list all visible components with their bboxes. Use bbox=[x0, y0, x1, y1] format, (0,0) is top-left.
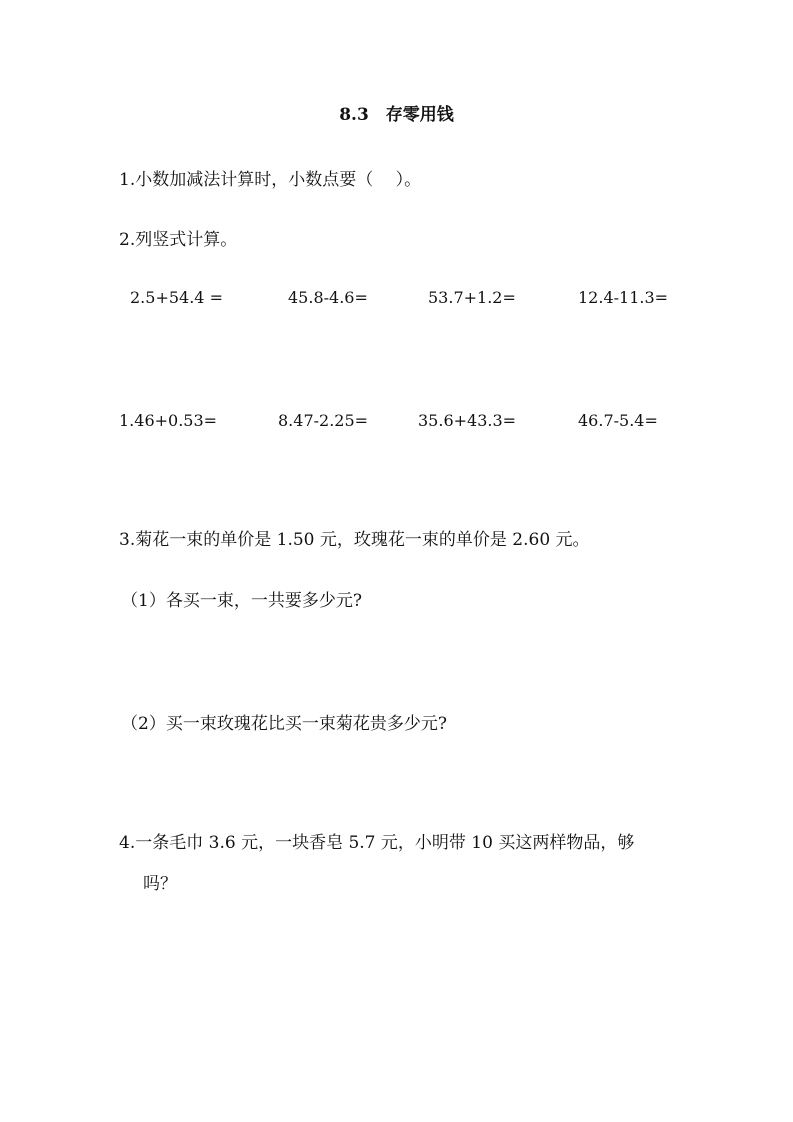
question-3-part-2: （2）买一束玫瑰花比买一束菊花贵多少元? bbox=[121, 714, 447, 734]
expression: 2.5+54.4 = bbox=[130, 288, 223, 307]
expression: 45.8-4.6= bbox=[288, 288, 368, 307]
question-2: 2.列竖式计算。 bbox=[119, 230, 238, 250]
expression: 35.6+43.3= bbox=[418, 411, 517, 430]
page-title: 8.3 存零用钱 bbox=[339, 105, 454, 125]
expression: 8.47-2.25= bbox=[278, 411, 369, 430]
expression: 1.46+0.53= bbox=[119, 411, 218, 430]
question-3-part-1: （1）各买一束，一共要多少元? bbox=[121, 591, 362, 611]
expression: 53.7+1.2= bbox=[428, 288, 516, 307]
expression: 12.4-11.3= bbox=[578, 288, 669, 307]
question-1: 1.小数加减法计算时，小数点要（ ）。 bbox=[119, 170, 422, 190]
expression: 46.7-5.4= bbox=[578, 411, 658, 430]
question-4-continuation: 吗？ bbox=[143, 874, 177, 894]
question-3: 3.菊花一束的单价是 1.50 元，玫瑰花一束的单价是 2.60 元。 bbox=[119, 530, 590, 550]
question-4: 4.一条毛巾 3.6 元，一块香皂 5.7 元，小明带 10 买这两样物品，够 bbox=[119, 833, 635, 853]
